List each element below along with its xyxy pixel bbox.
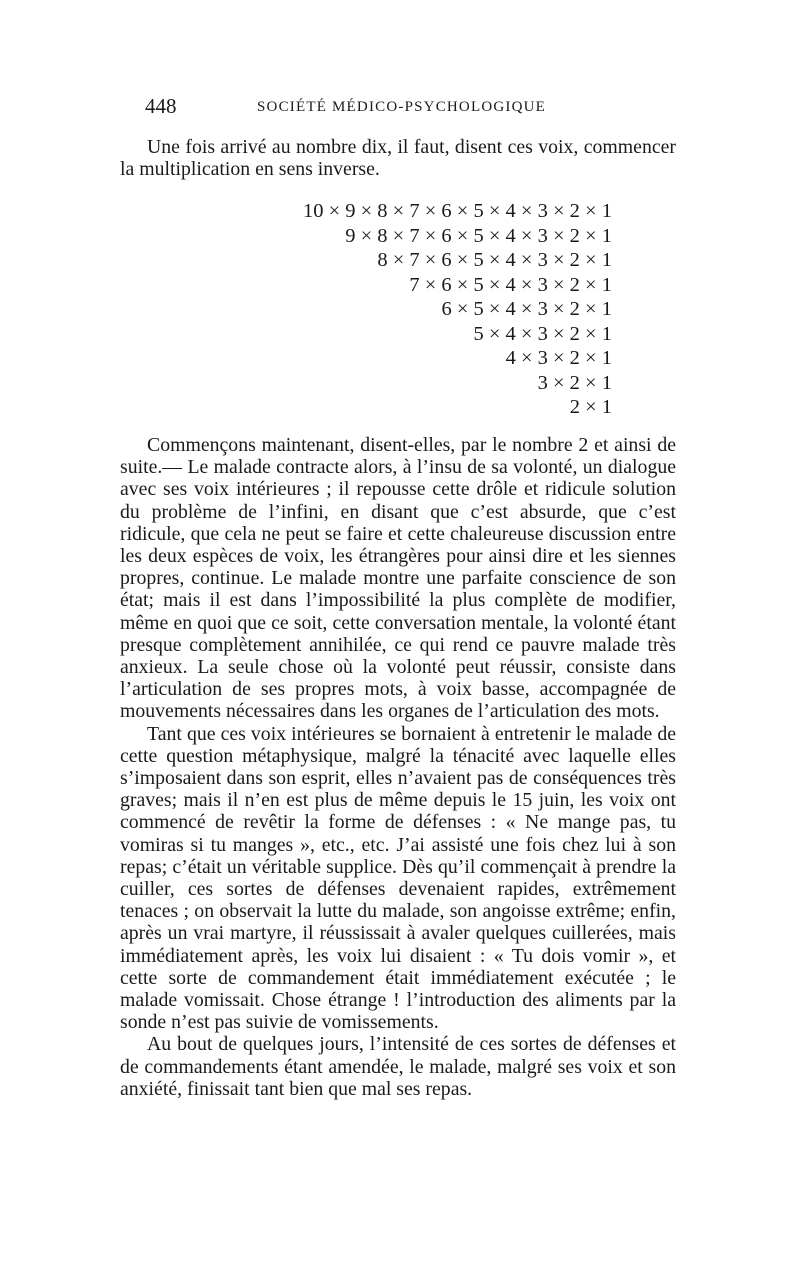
- multiplication-row: 4 × 3 × 2 × 1: [505, 347, 612, 369]
- multiplication-row: 3 × 2 × 1: [537, 371, 612, 394]
- multiplication-table: [303, 199, 612, 420]
- paragraph: Tant que ces voix intérieures se bornaient à entretenir le malade de cette question métaphysique, malgré la ténacité avec laquelle elles s’imposaient dans son esprit, elles n’avaient pas de conséquences très graves; mais il n’en est plus de même depuis le 15 juin, les voix ont commencé de revêtir la forme de défenses : « Ne mange pas, tu vomiras si tu manges », etc., etc. J’ai assisté une fois chez lui à son repas; c’était un véritable supplice. Dès qu’il commençait à prendre la cuiller, ces sortes de défenses devenaient rapides, extrêmement tenaces ; on observait la lutte du malade, son angoisse extrême; enfin, après un vrai martyre, il réussissait à avaler quelques cuillerées, mais immédiatement après, les voix lui disaient : « Tu dois vomir », et cette sorte de commandement était immédiatement exécutée ; le malade vomissait. Chose étrange ! l’introduction des aliments par la sonde n’est pas suivie de vomissements.: [120, 722, 676, 1034]
- multiplication-row: 7 × 6 × 5 × 4 × 3 × 2 × 1: [409, 273, 612, 296]
- multiplication-row: 6 × 5 × 4 × 3 × 2 × 1: [441, 298, 612, 320]
- multiplication-row: 2 × 1: [569, 396, 612, 418]
- multiplication-row: 10 × 9 × 8 × 7 × 6 × 5 × 4 × 3 × 2 × 1: [302, 200, 612, 222]
- multiplication-row: 9 × 8 × 7 × 6 × 5 × 4 × 3 × 2 × 1: [345, 224, 612, 247]
- paragraph: Commençons maintenant, disent-elles, par le nombre 2 et ainsi de suite.— Le malade contracte alors, à l’insu de sa volonté, un dialogue avec ses voix intérieures ; il repousse cette drôle et ridicule solution du problème de l’infini, en disant que c’est absurde, que c’est ridicule, que cela ne peut se faire et cette chaleureuse discussion entre les deux espèces de voix, les étrangères pour ainsi dire et les siennes propres, continue. Le malade montre une parfaite conscience de son état; mais il est dans l’impossibilité la plus complète de modifier, même en quoi que ce soit, cette conversation mentale, la volonté étant presque complètement annihilée, ce qui rend ce pauvre malade très anxieux. La seule chose où la volonté peut réussir, consiste dans l’articulation de ses propres mots, à voix basse, accompagnée de mouvements nécessaires dans les organes de l’articulation des mots.: [120, 434, 676, 723]
- multiplication-row: 5 × 4 × 3 × 2 × 1: [473, 322, 612, 345]
- multiplication-row: 8 × 7 × 6 × 5 × 4 × 3 × 2 × 1: [377, 249, 612, 271]
- page-header: [145, 94, 675, 124]
- running-head: SOCIÉTÉ MÉDICO-PSYCHOLOGIQUE: [257, 99, 547, 115]
- intro-paragraph-block: [120, 136, 676, 180]
- body-text: [120, 434, 676, 1100]
- intro-paragraph: Une fois arrivé au nombre dix, il faut, disent ces voix, commencer la multiplication en sens inverse.: [120, 136, 676, 181]
- page-number: 448: [145, 94, 177, 118]
- paragraph: Au bout de quelques jours, l’intensité de ces sortes de défenses et de commandements étant amendée, le malade, malgré ses voix et son anxiété, finissait tant bien que mal ses repas.: [120, 1033, 676, 1100]
